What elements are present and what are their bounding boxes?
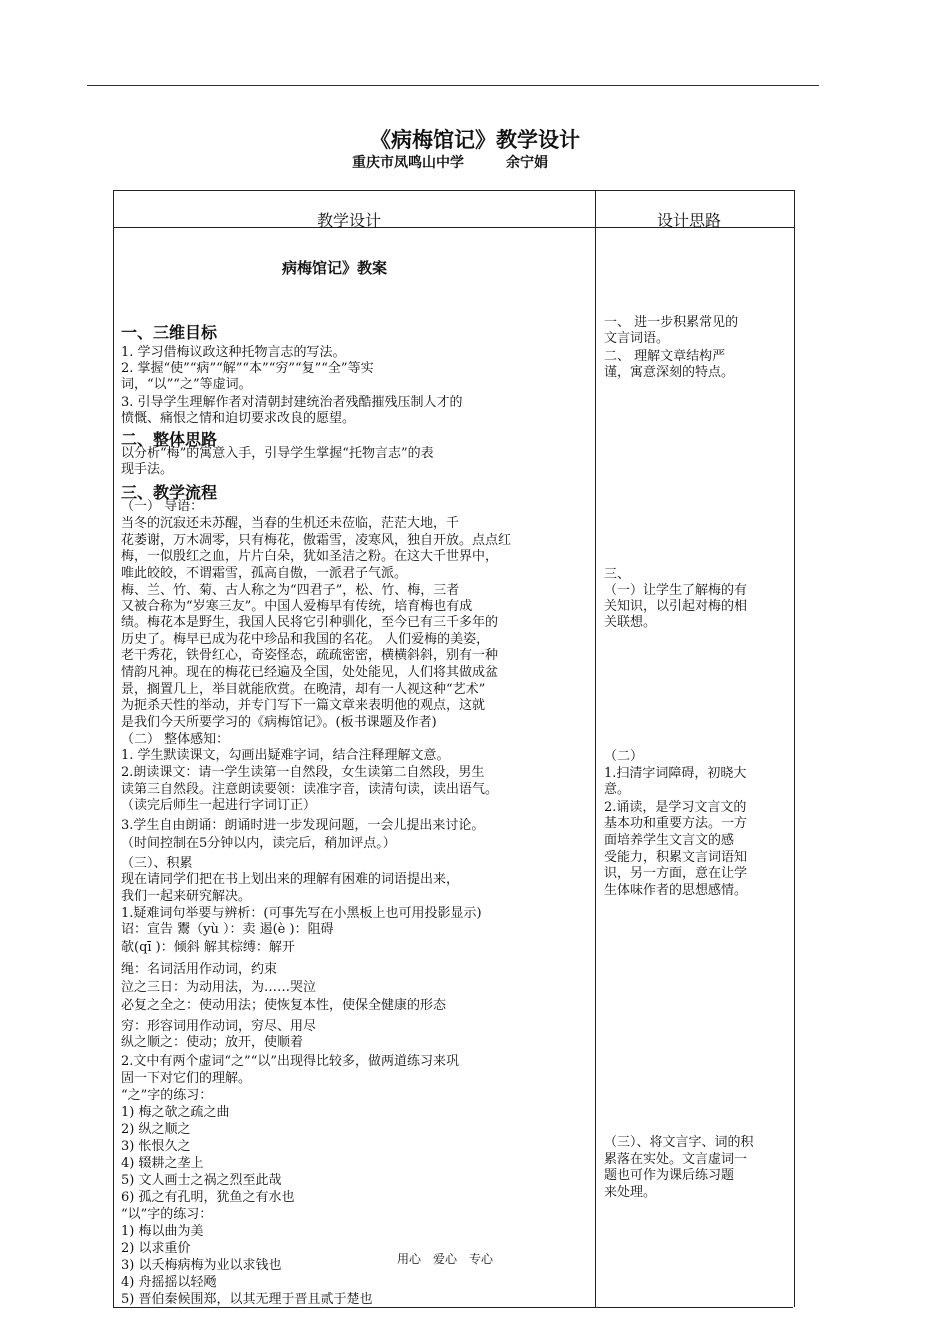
- text-line: （二） 整体感知：: [121, 732, 230, 747]
- text-line: 是我们今天所要学习的《病梅馆记》。(板书课题及作者): [121, 715, 437, 730]
- text-line: 现在请同学们把在书上划出来的理解有困难的词语提出来，: [121, 872, 460, 887]
- rationale-line: 面培养学生文言文的感: [604, 833, 735, 848]
- text-line: 唯此皎皎，不谓霜雪，孤高自傲，一派君子气派。: [121, 566, 408, 581]
- rationale-line: 2.诵读，是学习文言文的: [604, 800, 747, 815]
- left-column-header: 教学设计: [317, 211, 382, 230]
- text-line: 梅，一似殷红之血，片片白朵，犹如圣洁之粉。在这大千世界中，: [121, 549, 499, 564]
- text-line: 1.疑难词句举要与辨析：(可事先写在小黑板上也可用投影显示): [121, 906, 482, 921]
- text-line: 3. 引导学生理解作者对清朝封建统治者残酷摧残压制人才的: [121, 395, 463, 410]
- text-line: 绳：名词活用作动词，约束: [121, 962, 278, 977]
- section-heading: 二、整体思路: [121, 430, 218, 449]
- text-line: 2. 掌握“使”“病”“解”“本”“穷”“复”“全”等实: [121, 361, 374, 376]
- text-line: 1. 学习借梅议政这种托物言志的写法。: [121, 345, 346, 360]
- rationale-line: 受能力，积累文言词语知: [604, 850, 748, 865]
- text-line: 梅、兰、竹、菊、古人称之为“四君子”，松、竹、梅，三者: [121, 583, 460, 598]
- list-item: 5) 晋伯秦候围郑，以其无理于晋且贰于楚也: [121, 1292, 373, 1307]
- text-line: 历史了。梅早已成为花中珍品和我国的名花。 人们爱梅的美姿，: [121, 632, 490, 647]
- list-item: 2) 纵之顺之: [121, 1122, 191, 1137]
- text-line: 诏：宣告 鬻（yù ）：卖 遏(è )：阻碍: [121, 922, 334, 937]
- text-line: 为扼杀天性的举动，并专门写下一篇文章来表明他的观点，这就: [121, 698, 486, 713]
- footer-word: 专心: [469, 1252, 494, 1266]
- rationale-line: （三）、将文言字、词的积: [604, 1135, 754, 1150]
- footer-word: 用心: [397, 1252, 422, 1266]
- text-line: 3.学生自由朗诵：朗诵时进一步发现问题，一会儿提出来讨论。: [121, 818, 485, 833]
- rationale-line: 意。: [604, 782, 631, 797]
- rationale-line: 三、: [604, 567, 631, 582]
- page-footer: [397, 1250, 505, 1267]
- rationale-line: （一）让学生了解梅的有: [604, 583, 748, 598]
- text-line: 词，“以”“之”等虚词。: [121, 377, 252, 392]
- text-line: 花萎谢，万木凋零，只有梅花，傲霜雪，凌寒风，独自开放。点点红: [121, 533, 512, 548]
- rationale-line: 二、 理解文章结构严: [604, 349, 726, 364]
- list-item: 1) 梅之欹之疏之曲: [121, 1105, 230, 1120]
- text-line: （一） 导语：: [121, 499, 204, 514]
- text-line: 穷：形容词用作动词，穷尽、用尽: [121, 1019, 317, 1034]
- text-line: 现手法。: [121, 462, 174, 477]
- section-heading: 三、教学流程: [121, 483, 218, 502]
- author-name: 余宁娟: [506, 155, 548, 171]
- footer-word: 爱心: [433, 1252, 458, 1266]
- list-item: 4) 辍耕之垄上: [121, 1156, 204, 1171]
- text-line: 2.朗读课文：请一学生读第一自然段，女生读第二自然段，男生: [121, 765, 485, 780]
- text-line: “以”字的练习：: [121, 1207, 213, 1222]
- text-line: 当冬的沉寂还未苏醒，当春的生机还未莅临，茫茫大地，千: [121, 516, 460, 531]
- list-item: 1) 梅以曲为美: [121, 1224, 204, 1239]
- top-rule: [87, 85, 819, 86]
- text-line: 必复之全之：使动用法；使恢复本性，使保全健康的形态: [121, 998, 447, 1013]
- document-title: 《病梅馆记》教学设计: [370, 128, 580, 152]
- rationale-line: 文言词语。: [604, 331, 670, 346]
- text-line: 固一下对它们的理解。: [121, 1071, 252, 1086]
- text-line: 2.文中有两个虚词“之”“以”出现得比较多，做两道练习来巩: [121, 1054, 459, 1069]
- rationale-line: 一、 进一步积累常见的: [604, 315, 739, 330]
- rationale-line: 累落在实处。文言虚词一: [604, 1152, 748, 1167]
- rationale-line: 基本功和重要方法。一方: [604, 816, 748, 831]
- text-line: “之”字的练习：: [121, 1088, 213, 1103]
- list-item: 4) 舟摇摇以轻飏: [121, 1275, 217, 1290]
- text-line: 我们一起来研究解决。: [121, 889, 252, 904]
- text-line: 泣之三日：为动用法，为……哭泣: [121, 980, 317, 995]
- text-line: 老干秀花，铁骨红心，奇姿怪态，疏疏密密，横横斜斜，别有一种: [121, 648, 499, 663]
- text-line: （读完后师生一起进行字词订正）: [121, 798, 317, 813]
- lesson-plan-title: 病梅馆记》教案: [282, 259, 388, 277]
- right-column-header: 设计思路: [657, 211, 722, 230]
- author-line: [352, 152, 548, 172]
- text-line: 愤慨、痛恨之情和迫切要求改良的愿望。: [121, 411, 356, 426]
- text-line: 1. 学生默读课文，勾画出疑难字词，结合注释理解文意。: [121, 748, 450, 763]
- text-line: 欹(qī )：倾斜 解其棕缚：解开: [121, 940, 295, 955]
- list-item: 2) 以求重价: [121, 1241, 191, 1256]
- list-item: 5) 文人画士之祸之烈至此哉: [121, 1173, 282, 1188]
- text-line: 绩。梅花本是野生，我国人民将它引种驯化，至今已有三千多年的: [121, 615, 499, 630]
- author-school: 重庆市凤鸣山中学: [352, 155, 464, 171]
- text-line: 读第三自然段。注意朗读要领：读准字音，读清句读，读出语气。: [121, 782, 499, 797]
- section-heading: 一、三维目标: [121, 323, 218, 342]
- rationale-line: （二）: [604, 749, 644, 764]
- text-line: 情韵凡神。现在的梅花已经遍及全国，处处能见，人们将其做成盆: [121, 665, 499, 680]
- column-divider: [595, 190, 596, 1308]
- list-item: 6) 孤之有孔明，犹鱼之有水也: [121, 1190, 295, 1205]
- text-line: （三）、积累: [121, 856, 193, 871]
- list-item: 3) 怅恨久之: [121, 1139, 191, 1154]
- text-line: 景，搁置几上，举目就能欣赏。在晚清，却有一人视这种“艺术”: [121, 682, 486, 697]
- text-line: （时间控制在5分钟以内，读完后，稍加评点。）: [121, 836, 396, 851]
- rationale-line: 来处理。: [604, 1185, 657, 1200]
- rationale-line: 谨，寓意深刻的特点。: [604, 365, 735, 380]
- rationale-line: 题也可作为课后练习题: [604, 1168, 735, 1183]
- text-line: 又被合称为“岁寒三友”。中国人爱梅早有传统，培育梅也有成: [121, 599, 473, 614]
- list-item: 3) 以夭梅病梅为业以求钱也: [121, 1258, 282, 1273]
- text-line: 以分析“梅”的寓意入手，引导学生掌握“托物言志”的表: [121, 446, 434, 461]
- rationale-line: 识，另一方面，意在让学: [604, 866, 748, 881]
- rationale-line: 关知识，以引起对梅的相: [604, 599, 748, 614]
- rationale-line: 生体味作者的思想感情。: [604, 883, 748, 898]
- rationale-line: 关联想。: [604, 615, 657, 630]
- rationale-line: 1.扫清字词障碍，初晓大: [604, 766, 747, 781]
- text-line: 纵之顺之：使动；放开，使顺着: [121, 1035, 304, 1050]
